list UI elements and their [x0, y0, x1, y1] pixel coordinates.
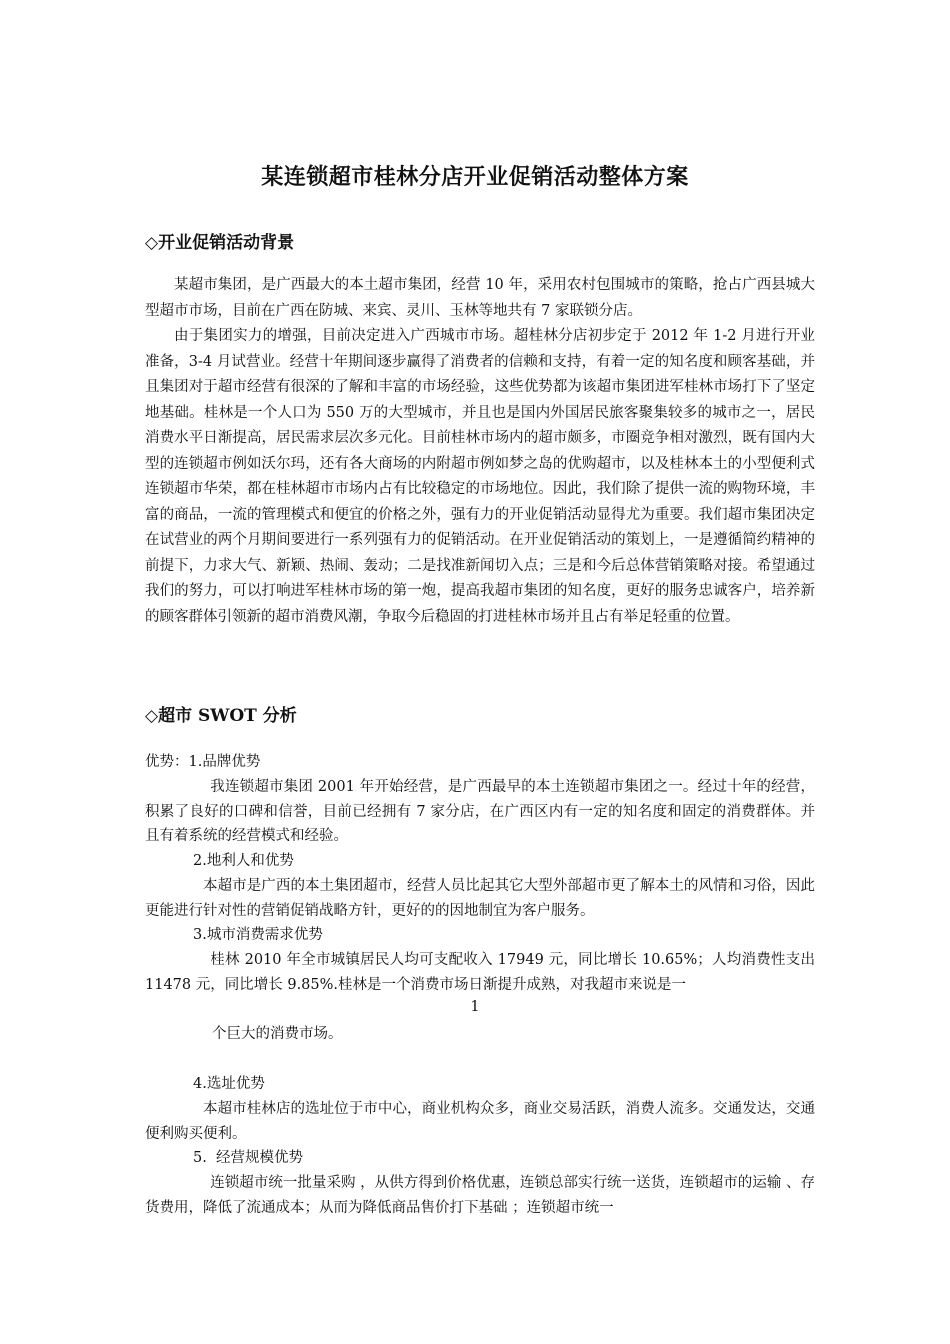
background-paragraph-2: 由于集团实力的增强，目前决定进入广西城市市场。超桂林分店初步定于 2012 年 1-2 月进行开业准备，3-4 月试营业。经营十年期间逐步赢得了消费者的信赖和支持，有着一定的知名度和顾客基础，并且集团对于超市经营有很深的了解和丰富的市场经验，这些优势都为该超市集团进军桂林市场打下了坚定地基础。桂林是一个人口为 550 万的大型城市，并且也是国内外国居民旅客聚集较多的城市之一，居民消费水平日渐提高，居民需求层次多元化。目前桂林市场内的超市颇多，市圈竞争相对激烈，既有国内大型的连锁超市例如沃尔玛，还有各大商场的内附超市例如梦之岛的优购超市，以及桂林本土的小型便利式连锁超市华荣，都在桂林超市市场内占有比较稳定的市场地位。因此，我们除了提供一流的购物环境，丰富的商品，一流的管理模式和便宜的价格之外，强有力的开业促销活动显得尤为重要。我们超市集团决定在试营业的两个月期间要进行一系列强有力的促销活动。在开业促销活动的策划上，一是遵循简约精神的前提下，力求大气、新颖、热闹、轰动；二是找准新闻切入点；三是和今后总体营销策略对接。希望通过我们的努力，可以打响进军桂林市场的第一炮，提高我超市集团的知名度，更好的服务忠诚客户，培养新的顾客群体引领新的超市消费风潮，争取今后稳固的打进桂林市场并且占有举足轻重的位置。 [145, 328, 815, 625]
item-4-body [145, 1097, 815, 1146]
item-2-body [145, 874, 815, 923]
item-2-paragraph: 本超市是广西的本土集团超市，经营人员比起其它大型外部超市更了解本土的风情和习俗，因此更能进行针对性的营销促销战略方针，更好的的因地制宜为客户服务。 [145, 878, 815, 919]
section-heading-swot: ◇超市 SWOT 分析 [145, 706, 297, 726]
item-3-paragraph: 桂林 2010 年全市城镇居民人均可支配收入 17949 元，同比增长 10.65%；人均消费性支出 11478 元，同比增长 9.85%.桂林是一个消费市场日渐提升成熟，对我超市来说是一 [145, 952, 815, 993]
item-3-body [145, 948, 815, 997]
section-heading-background: ◇开业促销活动背景 [145, 233, 295, 253]
background-paragraph-1: 某超市集团，是广西最大的本土超市集团，经营 10 年，采用农村包围城市的策略，抢占广西县城大型超市市场，目前在广西在防城、来宾、灵川、玉林等地共有 7 家联锁分店。 [145, 277, 815, 319]
item-5-paragraph: 连锁超市统一批量采购 ，从供方得到价格优惠，连锁总部实行统一送货，连锁超市的运输 、存货费用，降低了流通成本；从而为降低商品售价打下基础 ；连锁超市统一 [145, 1175, 815, 1216]
brand-advantage-paragraph: 我连锁超市集团 2001 年开始经营，是广西最早的本土连锁超市集团之一。经过十年的经营，积累了良好的口碑和信誉，目前已经拥有 7 家分店，在广西区内有一定的知名度和固定的消费群体。并且有着系统的经营模式和经验。 [145, 779, 815, 844]
document-title: 某连锁超市桂林分店开业促销活动整体方案 [261, 164, 689, 190]
item-3-title: 3.城市消费需求优势 [193, 927, 323, 943]
item-3-continued: 个巨大的消费市场。 [212, 1026, 343, 1042]
item-5-body [145, 1171, 815, 1220]
item-5-title: 5. 经营规模优势 [193, 1150, 304, 1166]
item-2-title: 2.地利人和优势 [193, 853, 294, 869]
page-number: 1 [470, 999, 480, 1015]
advantage-label: 优势：1.品牌优势 [145, 754, 261, 770]
item-4-title: 4.选址优势 [193, 1076, 265, 1092]
item-4-paragraph: 本超市桂林店的选址位于市中心，商业机构众多，商业交易活跃，消费人流多。交通发达，交通便利购买便利。 [145, 1101, 815, 1142]
brand-advantage-text [145, 775, 815, 849]
background-body [145, 273, 815, 630]
